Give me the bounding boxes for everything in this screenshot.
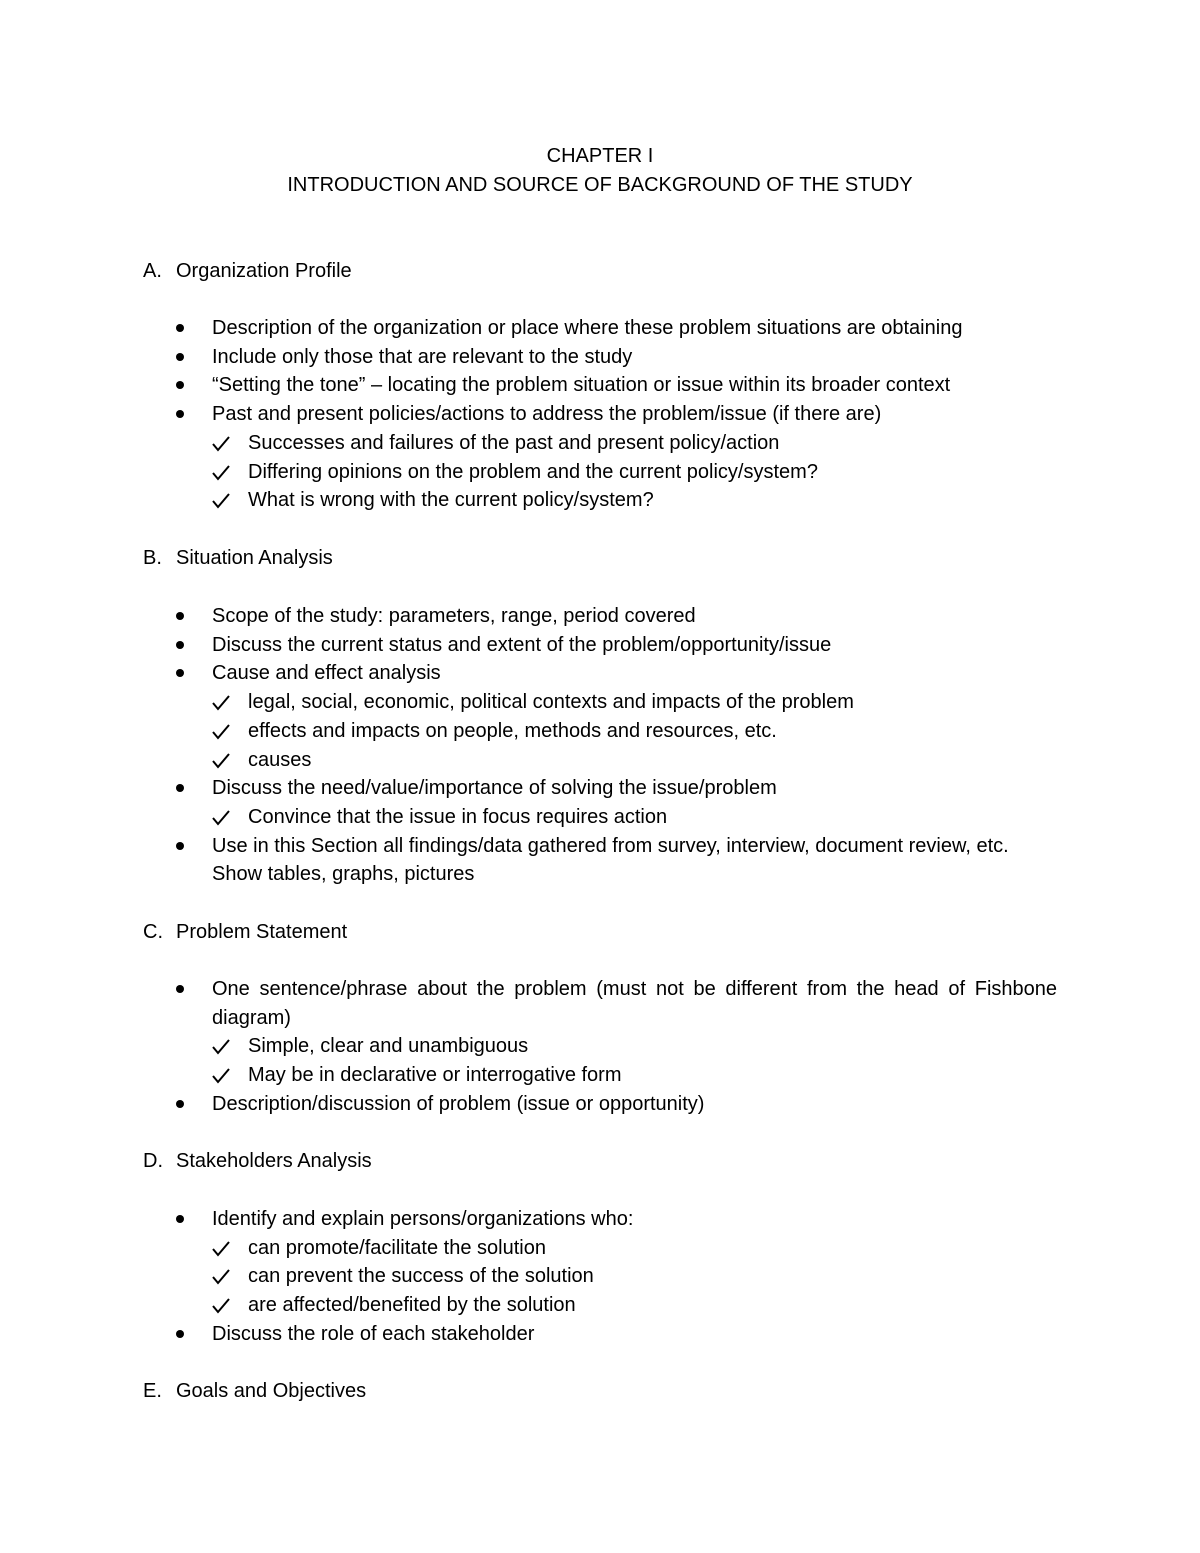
- section-letter: E.: [143, 1380, 162, 1402]
- checkmark-icon: [210, 1234, 232, 1262]
- list-item-text: Include only those that are relevant to the study: [212, 345, 633, 368]
- section-letter: C.: [143, 921, 163, 943]
- checkmark-icon: [210, 458, 232, 486]
- list-item-text: “Setting the tone” – locating the problem situation or issue within its broader context: [212, 374, 951, 397]
- section-title: Organization Profile: [176, 260, 352, 282]
- list-item-text: Description of the organization or place where these problem situations are obtaining: [212, 317, 963, 339]
- checkmark-icon: [210, 746, 232, 774]
- bullet-icon: [176, 784, 184, 792]
- check-item: [0, 1262, 1200, 1291]
- list-item: [0, 774, 1057, 803]
- bullet-icon: [176, 1330, 184, 1338]
- list-item: [0, 371, 1057, 400]
- check-item-text: May be in declarative or interrogative form: [248, 1064, 622, 1087]
- list-item: [0, 832, 1057, 889]
- check-item-text: Convince that the issue in focus requires action: [248, 805, 668, 828]
- bullet-icon: [176, 1215, 184, 1223]
- checkmark-icon: [210, 1061, 232, 1089]
- check-item-text: can prevent the success of the solution: [248, 1265, 594, 1288]
- check-item: [0, 1234, 1200, 1263]
- check-item-text: Successes and failures of the past and present policy/action: [248, 431, 780, 454]
- list-item-text: Past and present policies/actions to address the problem/issue (if there are): [212, 403, 882, 426]
- list-item: [0, 602, 1057, 631]
- list-item: [0, 343, 1057, 372]
- check-item: [0, 429, 1200, 458]
- check-item: [0, 717, 1200, 746]
- section-title: Situation Analysis: [176, 547, 333, 569]
- section-a-list: [0, 314, 1200, 515]
- section-letter: A.: [143, 260, 162, 282]
- section-title: Problem Statement: [176, 921, 348, 943]
- bullet-icon: [176, 842, 184, 850]
- list-item-text: Cause and effect analysis: [212, 662, 441, 685]
- list-item-text: Discuss the role of each stakeholder: [212, 1322, 535, 1345]
- bullet-icon: [176, 410, 184, 418]
- chapter-label: CHAPTER I: [546, 145, 654, 167]
- checkmark-icon: [210, 429, 232, 457]
- section-heading-a: [143, 257, 352, 286]
- check-item: [0, 803, 1200, 832]
- bullet-icon: [176, 1100, 184, 1108]
- list-item: [0, 1090, 1057, 1119]
- check-item: [0, 1032, 1200, 1061]
- checkmark-icon: [210, 486, 232, 514]
- list-item-text: One sentence/phrase about the problem (must not be different from the head of Fishbone diagram): [212, 978, 1057, 1029]
- bullet-icon: [176, 324, 184, 332]
- list-item-text: Use in this Section all findings/data gathered from survey, interview, document review, etc. Show tables, graphs, pictures: [212, 834, 1009, 886]
- chapter-title: INTRODUCTION AND SOURCE OF BACKGROUND OF THE STUDY: [287, 174, 913, 196]
- check-item-text: effects and impacts on people, methods and resources, etc.: [248, 719, 777, 742]
- check-item-text: legal, social, economic, political contexts and impacts of the problem: [248, 691, 854, 714]
- check-item: [0, 1291, 1200, 1320]
- checkmark-icon: [210, 1291, 232, 1319]
- bullet-icon: [176, 641, 184, 649]
- bullet-icon: [176, 985, 184, 993]
- checkmark-icon: [210, 1262, 232, 1290]
- bullet-icon: [176, 353, 184, 361]
- check-item-text: are affected/benefited by the solution: [248, 1294, 576, 1317]
- check-item: [0, 486, 1200, 515]
- checkmark-icon: [210, 803, 232, 831]
- checkmark-icon: [210, 688, 232, 716]
- check-item-text: causes: [248, 748, 312, 771]
- section-heading-c: [143, 918, 347, 947]
- check-item-text: Differing opinions on the problem and the current policy/system?: [248, 460, 818, 483]
- check-item: [0, 458, 1200, 487]
- list-item: [0, 1320, 1057, 1349]
- section-letter: D.: [143, 1150, 163, 1172]
- check-item: [0, 688, 1200, 717]
- check-item-text: Simple, clear and unambiguous: [248, 1035, 529, 1058]
- list-item: [0, 975, 1057, 1032]
- section-heading-d: [143, 1147, 372, 1176]
- section-title: Stakeholders Analysis: [176, 1150, 372, 1172]
- section-c-list: [0, 975, 1200, 1119]
- section-d-list: [0, 1205, 1200, 1349]
- list-item: [0, 631, 1057, 660]
- list-item-text: Discuss the current status and extent of the problem/opportunity/issue: [212, 633, 832, 656]
- list-item-text: Identify and explain persons/organizations who:: [212, 1208, 634, 1230]
- bullet-icon: [176, 669, 184, 677]
- section-heading-b: [143, 544, 333, 573]
- section-title: Goals and Objectives: [176, 1380, 367, 1402]
- check-item: [0, 746, 1200, 775]
- section-b-list: [0, 602, 1200, 889]
- check-item: [0, 1061, 1200, 1090]
- list-item-text: Description/discussion of problem (issue or opportunity): [212, 1092, 705, 1115]
- checkmark-icon: [210, 1032, 232, 1060]
- list-item: [0, 400, 1057, 429]
- list-item-text: Discuss the need/value/importance of solving the issue/problem: [212, 777, 777, 800]
- list-item-text: Scope of the study: parameters, range, period covered: [212, 605, 696, 627]
- list-item: [0, 1205, 1057, 1234]
- section-heading-e: [143, 1377, 366, 1406]
- checkmark-icon: [210, 717, 232, 745]
- list-item: [0, 314, 1057, 343]
- list-item: [0, 659, 1057, 688]
- bullet-icon: [176, 612, 184, 620]
- check-item-text: can promote/facilitate the solution: [248, 1236, 546, 1259]
- check-item-text: What is wrong with the current policy/system?: [248, 489, 654, 512]
- bullet-icon: [176, 381, 184, 389]
- section-letter: B.: [143, 547, 162, 569]
